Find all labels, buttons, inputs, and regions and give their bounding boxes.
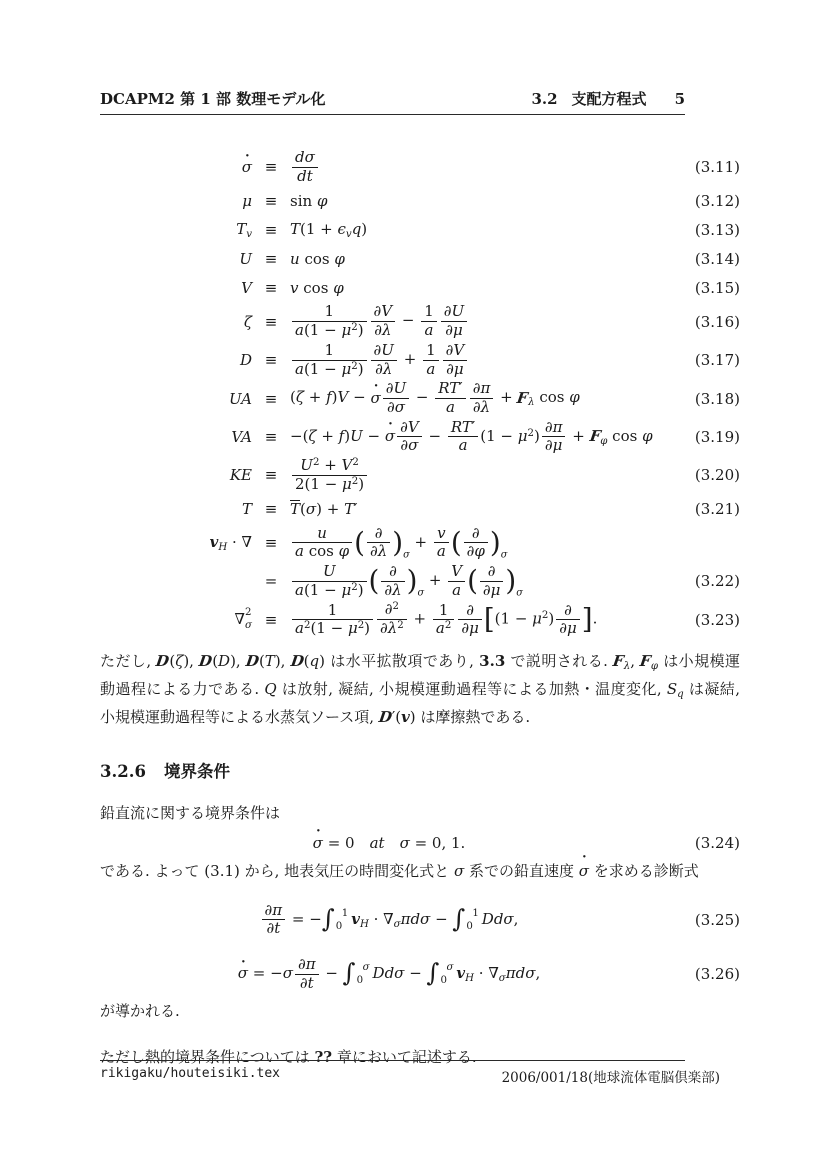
equation-row — [100, 419, 740, 455]
equation-lhs: VA — [231, 427, 252, 446]
equation-row — [100, 187, 740, 214]
equation-lhs: ζ — [243, 312, 252, 331]
equation-number: (3.22) — [694, 572, 740, 591]
equation-number: (3.19) — [694, 427, 740, 446]
equation-lhs: T — [241, 500, 252, 519]
equation-lhs: U — [239, 249, 252, 268]
equation-number: (3.15) — [694, 278, 740, 297]
equation-number: (3.14) — [694, 249, 740, 268]
equation-row — [100, 601, 740, 638]
page-content — [100, 88, 740, 1068]
equation-number: (3.24) — [694, 833, 740, 852]
equation-row — [100, 342, 740, 378]
section-heading — [100, 758, 740, 782]
paragraph-diagnostic-intro: である. よって (3.1) から, 地表気圧の時間変化式と σ 系での鉛直速度 σ · を求める診断式 — [100, 860, 740, 882]
equation-326 — [100, 956, 740, 992]
section-title: 境界条件 — [163, 761, 230, 781]
equation-rhs: v cos φ — [290, 278, 344, 297]
header-section-number: 3.2 — [531, 90, 558, 108]
equation-rhs: sin φ — [290, 191, 328, 210]
equation-number: (3.23) — [694, 610, 740, 629]
equation-row — [100, 496, 740, 523]
equation-relation: ≡ — [264, 220, 278, 239]
equation-number: (3.21) — [694, 500, 740, 519]
equation-relation: ≡ — [264, 500, 278, 519]
paragraph-diffusion-terms: ただし, D(ζ), D(D), D(T), D(q) は水平拡散項であり, 3.3 で説明される. Fλ, Fφ は小規模運動過程による力である. Q は放射, 凝結, 小規模運動過程等による加熱・温度変化, Sq は凝結, 小規模運動過程等による水蒸気ソース項, D′(v) は摩擦熱である. — [100, 652, 741, 726]
equation-block — [100, 149, 740, 638]
equation-number: (3.20) — [694, 466, 740, 485]
equation-row — [100, 216, 740, 243]
header-section-title: 支配方程式 — [571, 90, 647, 108]
equation-row — [100, 457, 740, 494]
equation-number: (3.12) — [694, 191, 740, 210]
equation-rhs: $\frac{1}{a(1 - \mu^2)}$ $\frac{\partial V}{\partial\lambda}$ − $\frac{1}{a}$ $\frac{\partial U}{\partial\mu}$ — [290, 303, 678, 339]
footer-row — [100, 1061, 720, 1086]
equation-rhs: T(1 + ϵvq) — [290, 219, 368, 240]
equation-row — [100, 303, 740, 339]
equation-row — [100, 245, 740, 272]
equation-relation: ≡ — [264, 427, 278, 446]
equation-rhs: $\frac{u}{\text{a cos φ}}$ ( $\frac{\partial}{\partial\lambda}$ )$_\sigma$ + $\frac{v}{a}$ ( $\frac{\partial}{\partial\varphi}$ )$_\sigma$ — [290, 525, 678, 561]
equation-lhs: μ — [242, 191, 252, 210]
equation-relation: ≡ — [264, 610, 278, 629]
footer-filename: rikigaku/houteisiki.tex — [100, 1066, 281, 1081]
equation-relation: ≡ — [264, 389, 278, 408]
equation-lhs: D — [239, 351, 252, 370]
equation-324 — [100, 834, 740, 852]
equation-rhs: (ζ + f)V − σ · $\frac{\partial U}{\partial\sigma}$ − $\frac{RT'}{a}$ $\frac{\partial\pi}{\partial\lambda}$ + Fλ cos φ — [290, 380, 678, 416]
equation-relation: ≡ — [264, 158, 278, 177]
paragraph-boundary-intro: 鉛直流に関する境界条件は — [100, 803, 281, 822]
page-header — [100, 88, 685, 115]
header-section — [531, 88, 685, 109]
equation-row — [100, 149, 740, 185]
equation-rhs: $\frac{1}{a^2(1 - \mu^2)}$ $\frac{\partial^2}{\partial\lambda^2}$ + $\frac{1}{a^2}$ $\frac{\partial}{\partial\mu}$ [$(1 - \mu^2)$ $\frac{\partial}{\partial\mu}$ ]. — [290, 601, 678, 638]
equation-number: (3.18) — [694, 389, 740, 408]
equation-row — [100, 525, 740, 561]
equation-lhs: KE — [229, 466, 252, 485]
equation-relation: ≡ — [264, 351, 278, 370]
equation-lhs: vH · ∇ — [209, 532, 252, 553]
equation-number: (3.26) — [694, 965, 740, 984]
equation-326-body: σ · = −σ $\frac{\partial\pi}{\partial t}$ − ∫ σ 0 Ddσ − ∫ σ 0 vH · ∇σπdσ, — [238, 964, 541, 982]
equation-324-body: σ · = 0 at σ = 0, 1. — [313, 834, 466, 852]
equation-number: (3.25) — [694, 910, 740, 929]
equation-row — [100, 380, 740, 416]
equation-lhs: ∇ 2 σ — [234, 607, 252, 631]
equation-rhs: −(ζ + f)U − σ · $\frac{\partial V}{\partial\sigma}$ − $\frac{RT'}{a}$ $(1 - \mu^2)$ $\frac{\partial\pi}{\partial\mu}$ + Fφ cos φ — [290, 419, 678, 455]
equation-rhs: T(σ) + T′ — [290, 500, 358, 519]
equation-relation: ≡ — [264, 466, 278, 485]
equation-number: (3.13) — [694, 220, 740, 239]
page-number: 5 — [674, 90, 685, 108]
equation-lhs: V — [241, 278, 252, 297]
section-number: 3.2.6 — [100, 761, 146, 781]
equation-lhs: Tv — [236, 219, 252, 240]
equation-row — [100, 274, 740, 301]
equation-number: (3.11) — [694, 158, 740, 177]
equation-row — [100, 563, 740, 599]
equation-relation: = — [264, 572, 278, 591]
equation-325 — [100, 902, 740, 938]
page-footer — [100, 1060, 720, 1086]
equation-lhs: σ · — [100, 158, 252, 176]
footer-date-credit: 2006/001/18(地球流体電脳倶楽部) — [501, 1070, 720, 1086]
equation-rhs: $\frac{1}{a(1 - \mu^2)}$ $\frac{\partial U}{\partial\lambda}$ + $\frac{1}{a}$ $\frac{\partial V}{\partial\mu}$ — [290, 342, 678, 378]
equation-relation: ≡ — [264, 191, 278, 210]
equation-relation: ≡ — [264, 249, 278, 268]
equation-number: (3.17) — [694, 351, 740, 370]
equation-relation: ≡ — [264, 278, 278, 297]
equation-relation: ≡ — [264, 312, 278, 331]
equation-lhs: UA — [228, 389, 252, 408]
equation-number: (3.16) — [694, 312, 740, 331]
equation-rhs: $\frac{U}{a(1 - \mu^2)}$ ( $\frac{\partial}{\partial\lambda}$ )$_\sigma$ + $\frac{V}{a}$ ( $\frac{\partial}{\partial\mu}$ )$_\sigma$ — [290, 563, 678, 599]
equation-rhs: u cos φ — [290, 249, 345, 268]
equation-rhs: $\frac{U^2 + V^2}{2(1 - \mu^2)}$ — [290, 457, 678, 494]
equation-relation: ≡ — [264, 533, 278, 552]
paragraph-thermal-boundary: ただし熱的境界条件については ?? 章において記述する. — [100, 1048, 477, 1067]
equation-325-body: $\frac{\partial\pi}{\partial t}$ = −∫ 1 0 vH · ∇σπdσ − ∫ 1 0 Ddσ, — [260, 910, 519, 928]
equation-rhs: $\frac{d\sigma}{dt}$ — [290, 149, 678, 185]
header-book-title: DCAPM2 第 1 部 数理モデル化 — [100, 90, 326, 108]
paragraph-derived: が導かれる. — [100, 1002, 180, 1021]
